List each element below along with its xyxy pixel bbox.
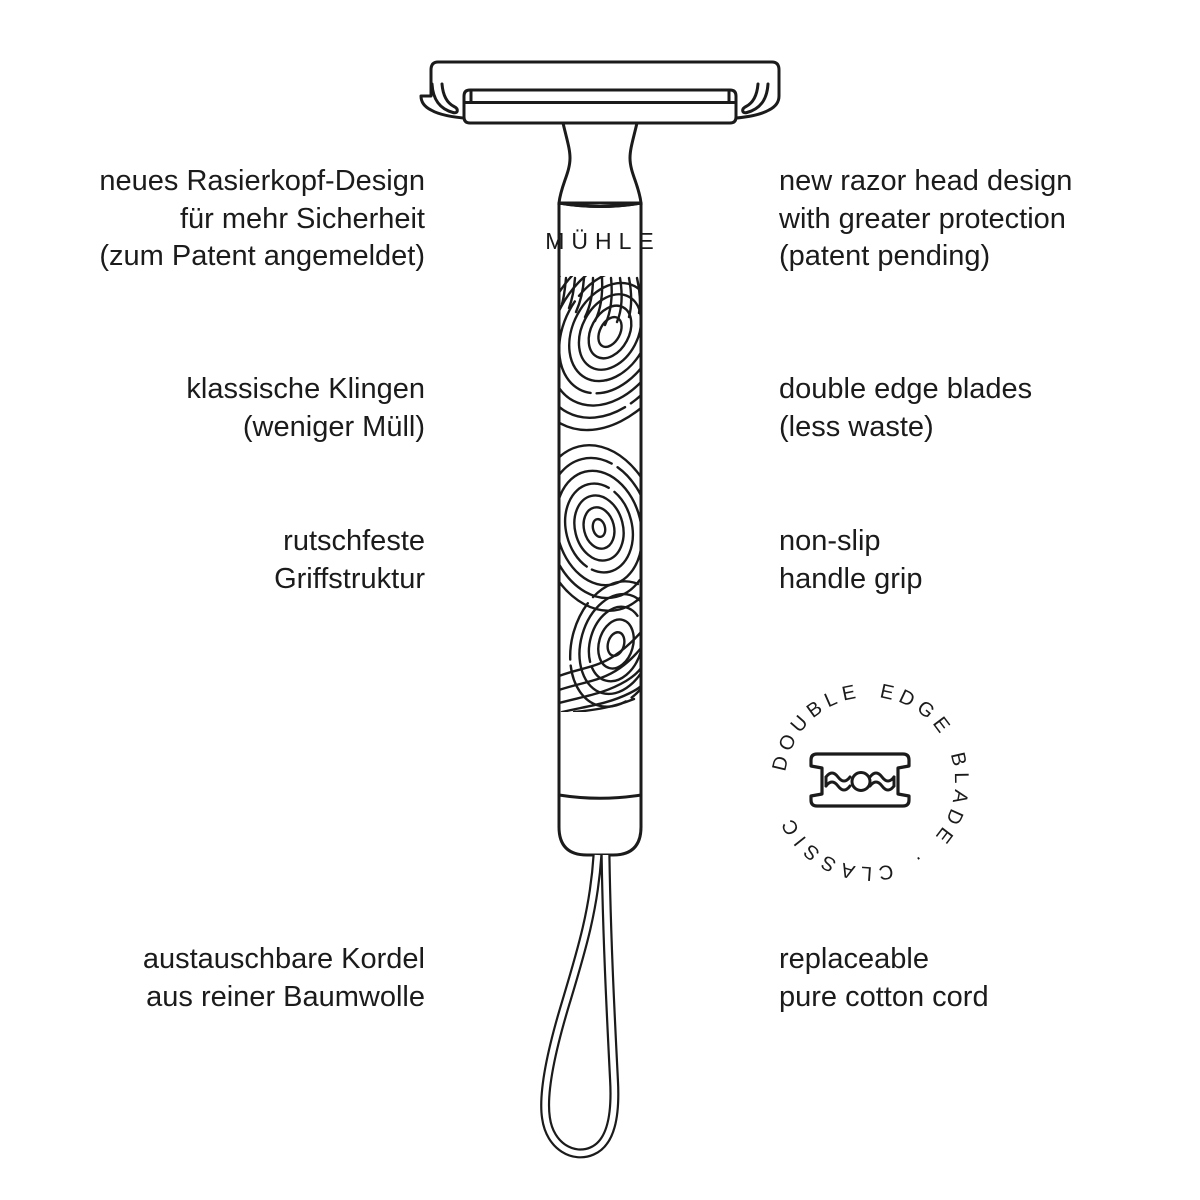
cord-core (545, 855, 614, 1153)
annotation-line: double edge blades (779, 373, 1033, 405)
annotation-grip-en (779, 523, 923, 598)
razor-neck (559, 123, 641, 203)
annotation-line: aus reiner Baumwolle (146, 980, 425, 1013)
razor-head (421, 62, 779, 123)
annotation-line: (less waste) (779, 410, 934, 443)
brand-text: MÜHLE (545, 228, 661, 254)
annotation-grip-de (274, 523, 425, 598)
annotation-razor-head-en (779, 163, 1072, 276)
razor-baseplate (464, 90, 736, 123)
annotation-line: neues Rasierkopf-Design (99, 165, 425, 197)
annotation-line: non-slip (779, 525, 881, 557)
annotation-line: handle grip (779, 562, 923, 595)
badge-ring-text: DOUBLE EDGE BLADE · CLASSIC (768, 679, 973, 885)
annotation-line: (patent pending) (779, 240, 991, 272)
annotation-cord-en (779, 941, 989, 1016)
annotation-line: rutschfeste (283, 525, 425, 557)
annotation-blades-de (186, 371, 425, 446)
cotton-cord-loop (545, 855, 614, 1153)
annotation-line: austauschbare Kordel (142, 943, 425, 975)
classic-blade-badge (768, 680, 972, 884)
annotation-cord-de (143, 941, 425, 1016)
annotation-line: (weniger Müll) (242, 410, 425, 443)
annotation-line: (zum Patent angemeldet) (99, 240, 425, 272)
annotation-line: klassische Klingen (186, 373, 425, 405)
annotation-line: with greater protection (779, 202, 1066, 235)
annotation-line: replaceable (779, 943, 929, 975)
annotation-line: für mehr Sicherheit (180, 202, 425, 235)
annotation-blades-en (779, 371, 1032, 446)
annotation-line: pure cotton cord (779, 980, 989, 1013)
annotation-line: Griffstruktur (274, 562, 425, 595)
annotation-line: new razor head design (779, 165, 1073, 197)
double-edge-blade-icon (811, 754, 909, 806)
annotation-razor-head-de (99, 163, 425, 276)
